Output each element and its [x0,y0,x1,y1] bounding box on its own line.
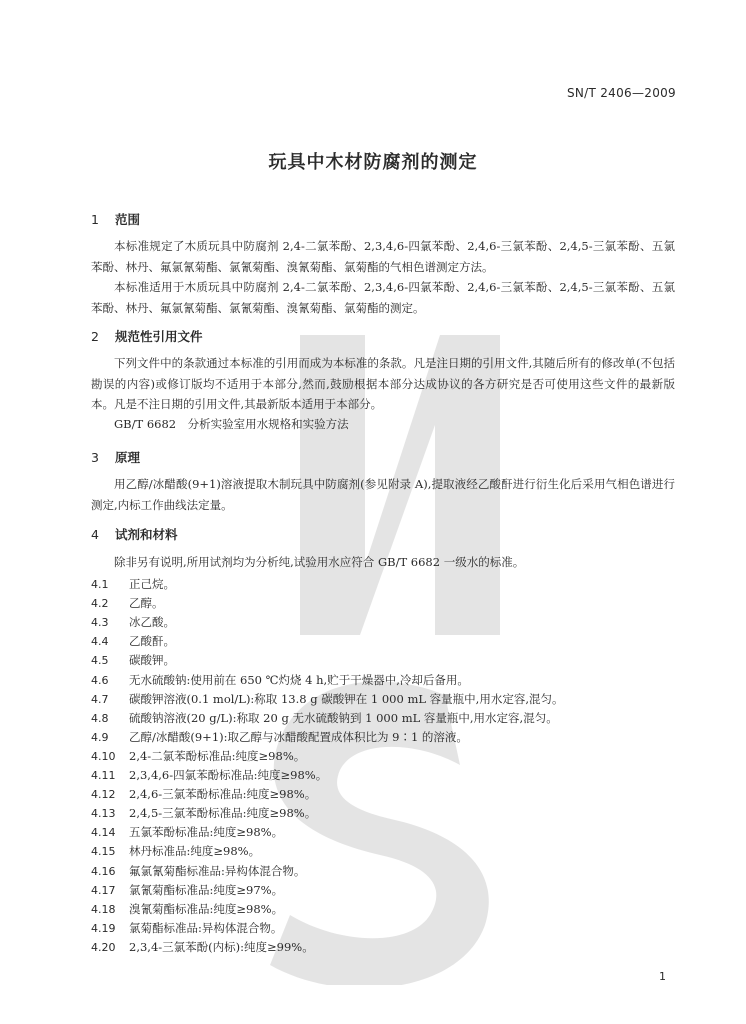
section-heading-principle [91,448,140,466]
reagent-item-text: 五氯苯酚标准品:纯度≥98%。 [129,825,284,840]
scope-paragraph-2: 本标准适用于木质玩具中防腐剂 2,4-二氯苯酚、2,3,4,6-四氯苯酚、2,4,6-三氯苯酚、2,4,5-三氯苯酚、五氯苯酚、林丹、氟氯氰菊酯、氯氰菊酯、溴氰菊酯、氯菊酯的测定。 [91,280,675,315]
reagent-item [91,843,260,859]
reagent-item-text: 2,4-二氯苯酚标准品:纯度≥98%。 [129,748,306,763]
page-number: 1 [659,970,666,983]
reagent-item-text: 乙醇/冰醋酸(9+1):取乙醇与冰醋酸配置成体积比为 9∶1 的溶液。 [129,729,468,744]
reagent-item [91,691,563,707]
reagent-item [91,672,469,688]
section-title: 原理 [115,450,141,465]
section-title: 范围 [115,212,141,227]
reagent-item [91,920,282,936]
reagent-item-number: 4.10 [91,749,116,763]
reagent-item-number: 4.7 [91,692,109,706]
reagent-item-text: 林丹标准品:纯度≥98%。 [129,844,261,859]
reagent-item [91,614,175,630]
reagent-item [91,805,316,821]
reagent-item-text: 碳酸钾。 [129,653,175,668]
reagent-item-text: 氟氯氰菊酯标准品:异构体混合物。 [129,863,306,878]
reagent-item [91,901,283,917]
reagent-item [91,710,558,726]
section-heading-normative [91,327,203,345]
section-number: 2 [91,329,99,344]
reagent-item-number: 4.13 [91,807,116,821]
reagent-item-number: 4.15 [91,845,116,859]
reagent-item-text: 冰乙酸。 [129,615,175,630]
reagent-item-number: 4.9 [91,730,109,744]
reagent-item [91,595,164,611]
reagent-item [91,748,305,764]
section-title: 规范性引用文件 [115,329,203,344]
reagent-item-number: 4.3 [91,616,109,630]
reagent-item-number: 4.8 [91,711,109,725]
reagent-item-text: 正己烷。 [129,577,175,591]
reagents-intro: 除非另有说明,所用试剂均为分析纯,试验用水应符合 GB/T 6682 一级水的标准。 [114,555,525,569]
reagent-item-number: 4.1 [91,578,109,591]
section-heading-scope [91,210,140,228]
reagent-item-number: 4.20 [91,940,116,954]
reagent-item-number: 4.6 [91,673,109,687]
reagent-item [91,863,305,879]
normative-reference: GB/T 6682 分析实验室用水规格和实验方法 [114,417,349,431]
reagent-item [91,633,175,649]
reagent-item-number: 4.4 [91,635,109,649]
reagent-item [91,729,468,745]
principle-paragraph: 用乙醇/冰醋酸(9+1)溶液提取木制玩具中防腐剂(参见附录 A),提取液经乙酸酐进行衍生化后采用气相色谱进行测定,内标工作曲线法定量。 [91,477,675,512]
reagent-item-text: 硫酸钠溶液(20 g/L):称取 20 g 无水硫酸钠到 1 000 mL 容量瓶中,用水定容,混匀。 [129,710,558,725]
reagent-item-text: 氯菊酯标准品:异构体混合物。 [129,920,283,935]
reagent-item-text: 氯氰菊酯标准品:纯度≥97%。 [129,882,284,897]
reagent-item-number: 4.19 [91,921,116,935]
reagent-item-number: 4.2 [91,597,109,611]
reagent-item-number: 4.18 [91,902,116,916]
section-title: 试剂和材料 [115,527,178,542]
reagent-item-text: 乙酸酐。 [129,634,175,649]
reagent-item-text: 无水硫酸钠:使用前在 650 ℃灼烧 4 h,贮于干燥器中,冷却后备用。 [129,672,469,687]
standard-code: SN/T 2406—2009 [566,86,676,100]
reagent-item [91,786,316,802]
reagent-item-text: 溴氰菊酯标准品:纯度≥98%。 [129,901,284,916]
document-title: 玩具中木材防腐剂的测定 [268,152,478,173]
reagent-item-text: 2,4,6-三氯苯酚标准品:纯度≥98%。 [129,787,317,802]
section-heading-reagents [91,525,178,543]
reagent-item-number: 4.17 [91,883,116,897]
reagent-item-text: 2,4,5-三氯苯酚标准品:纯度≥98%。 [129,806,317,821]
reagent-item-text: 乙醇。 [129,596,164,611]
section-number: 4 [91,527,99,542]
section-number: 1 [91,212,99,227]
reagent-item-number: 4.14 [91,826,116,840]
reagent-item-text: 2,3,4-三氯苯酚(内标):纯度≥99%。 [129,939,314,954]
reagent-item-number: 4.12 [91,788,116,802]
reagent-item-number: 4.11 [91,769,116,782]
reagent-item-number: 4.16 [91,864,116,878]
reagent-item-number: 4.5 [91,654,109,668]
section-number: 3 [91,450,99,465]
reagent-item [91,824,283,840]
normative-paragraph: 下列文件中的条款通过本标准的引用而成为本标准的条款。凡是注日期的引用文件,其随后所有的修改单(不包括勘误的内容)或修订版均不适用于本部分,然而,鼓励根据本部分达成协议的各方研究是否可使用这些文件的最新版本。凡是不注日期的引用文件,其最新版本适用于本部分。 [91,356,675,411]
scope-paragraph-1: 本标准规定了木质玩具中防腐剂 2,4-二氯苯酚、2,3,4,6-四氯苯酚、2,4,6-三氯苯酚、2,4,5-三氯苯酚、五氯苯酚、林丹、氟氯氰菊酯、氯氰菊酯、溴氰菊酯、氯菊酯的气相色谱测定方法。 [91,239,675,274]
reagent-item [91,882,283,898]
reagent-item [91,767,327,783]
reagent-item-text: 2,3,4,6-四氯苯酚标准品:纯度≥98%。 [129,768,328,782]
reagent-item [91,939,314,955]
reagent-item [91,652,175,668]
reagent-item-text: 碳酸钾溶液(0.1 mol/L):称取 13.8 g 碳酸钾在 1 000 mL 容量瓶中,用水定容,混匀。 [129,691,564,706]
reagent-item [91,576,175,592]
